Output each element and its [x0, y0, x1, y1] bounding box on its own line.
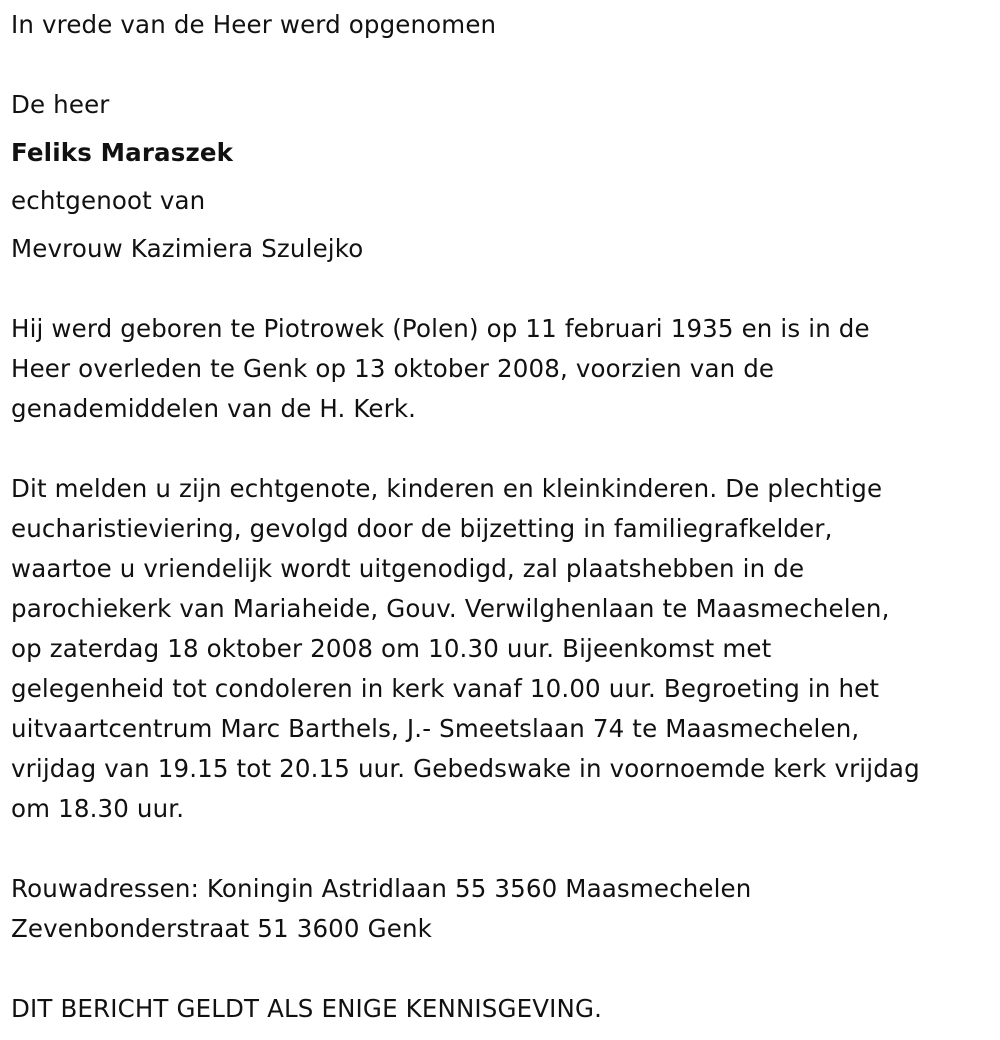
address-line: Rouwadressen: Koningin Astridlaan 55 3560 Maasmechelen	[11, 874, 752, 903]
spouse-name: Mevrouw Kazimiera Szulejko	[11, 234, 364, 263]
intro-text: In vrede van de Heer werd opgenomen	[11, 10, 497, 39]
paragraph-line: gelegenheid tot condoleren in kerk vanaf 10.00 uur. Begroeting in het	[11, 674, 880, 703]
address-line: Zevenbonderstraat 51 3600 Genk	[11, 914, 432, 943]
closing-statement: DIT BERICHT GELDT ALS ENIGE KENNISGEVING.	[11, 994, 603, 1023]
paragraph-line: eucharistieviering, gevolgd door de bijzetting in familiegrafkelder,	[11, 514, 833, 543]
paragraph-line: Heer overleden te Genk op 13 oktober 2008, voorzien van de	[11, 354, 775, 383]
paragraph-line: vrijdag van 19.15 tot 20.15 uur. Gebedswake in voornoemde kerk vrijdag	[11, 754, 920, 783]
paragraph-line: om 18.30 uur.	[11, 794, 185, 823]
paragraph-line: waartoe u vriendelijk wordt uitgenodigd, zal plaatshebben in de	[11, 554, 805, 583]
deceased-name: Feliks Maraszek	[11, 138, 234, 167]
paragraph-line: parochiekerk van Mariaheide, Gouv. Verwilghenlaan te Maasmechelen,	[11, 594, 890, 623]
paragraph-line: Hij werd geboren te Piotrowek (Polen) op 11 februari 1935 en is in de	[11, 314, 870, 343]
paragraph-line: op zaterdag 18 oktober 2008 om 10.30 uur. Bijeenkomst met	[11, 634, 772, 663]
relation-text: echtgenoot van	[11, 186, 206, 215]
paragraph-line: uitvaartcentrum Marc Barthels, J.- Smeetslaan 74 te Maasmechelen,	[11, 714, 860, 743]
salutation: De heer	[11, 90, 110, 119]
paragraph-line: genademiddelen van de H. Kerk.	[11, 394, 417, 423]
paragraph-line: Dit melden u zijn echtgenote, kinderen en kleinkinderen. De plechtige	[11, 474, 883, 503]
